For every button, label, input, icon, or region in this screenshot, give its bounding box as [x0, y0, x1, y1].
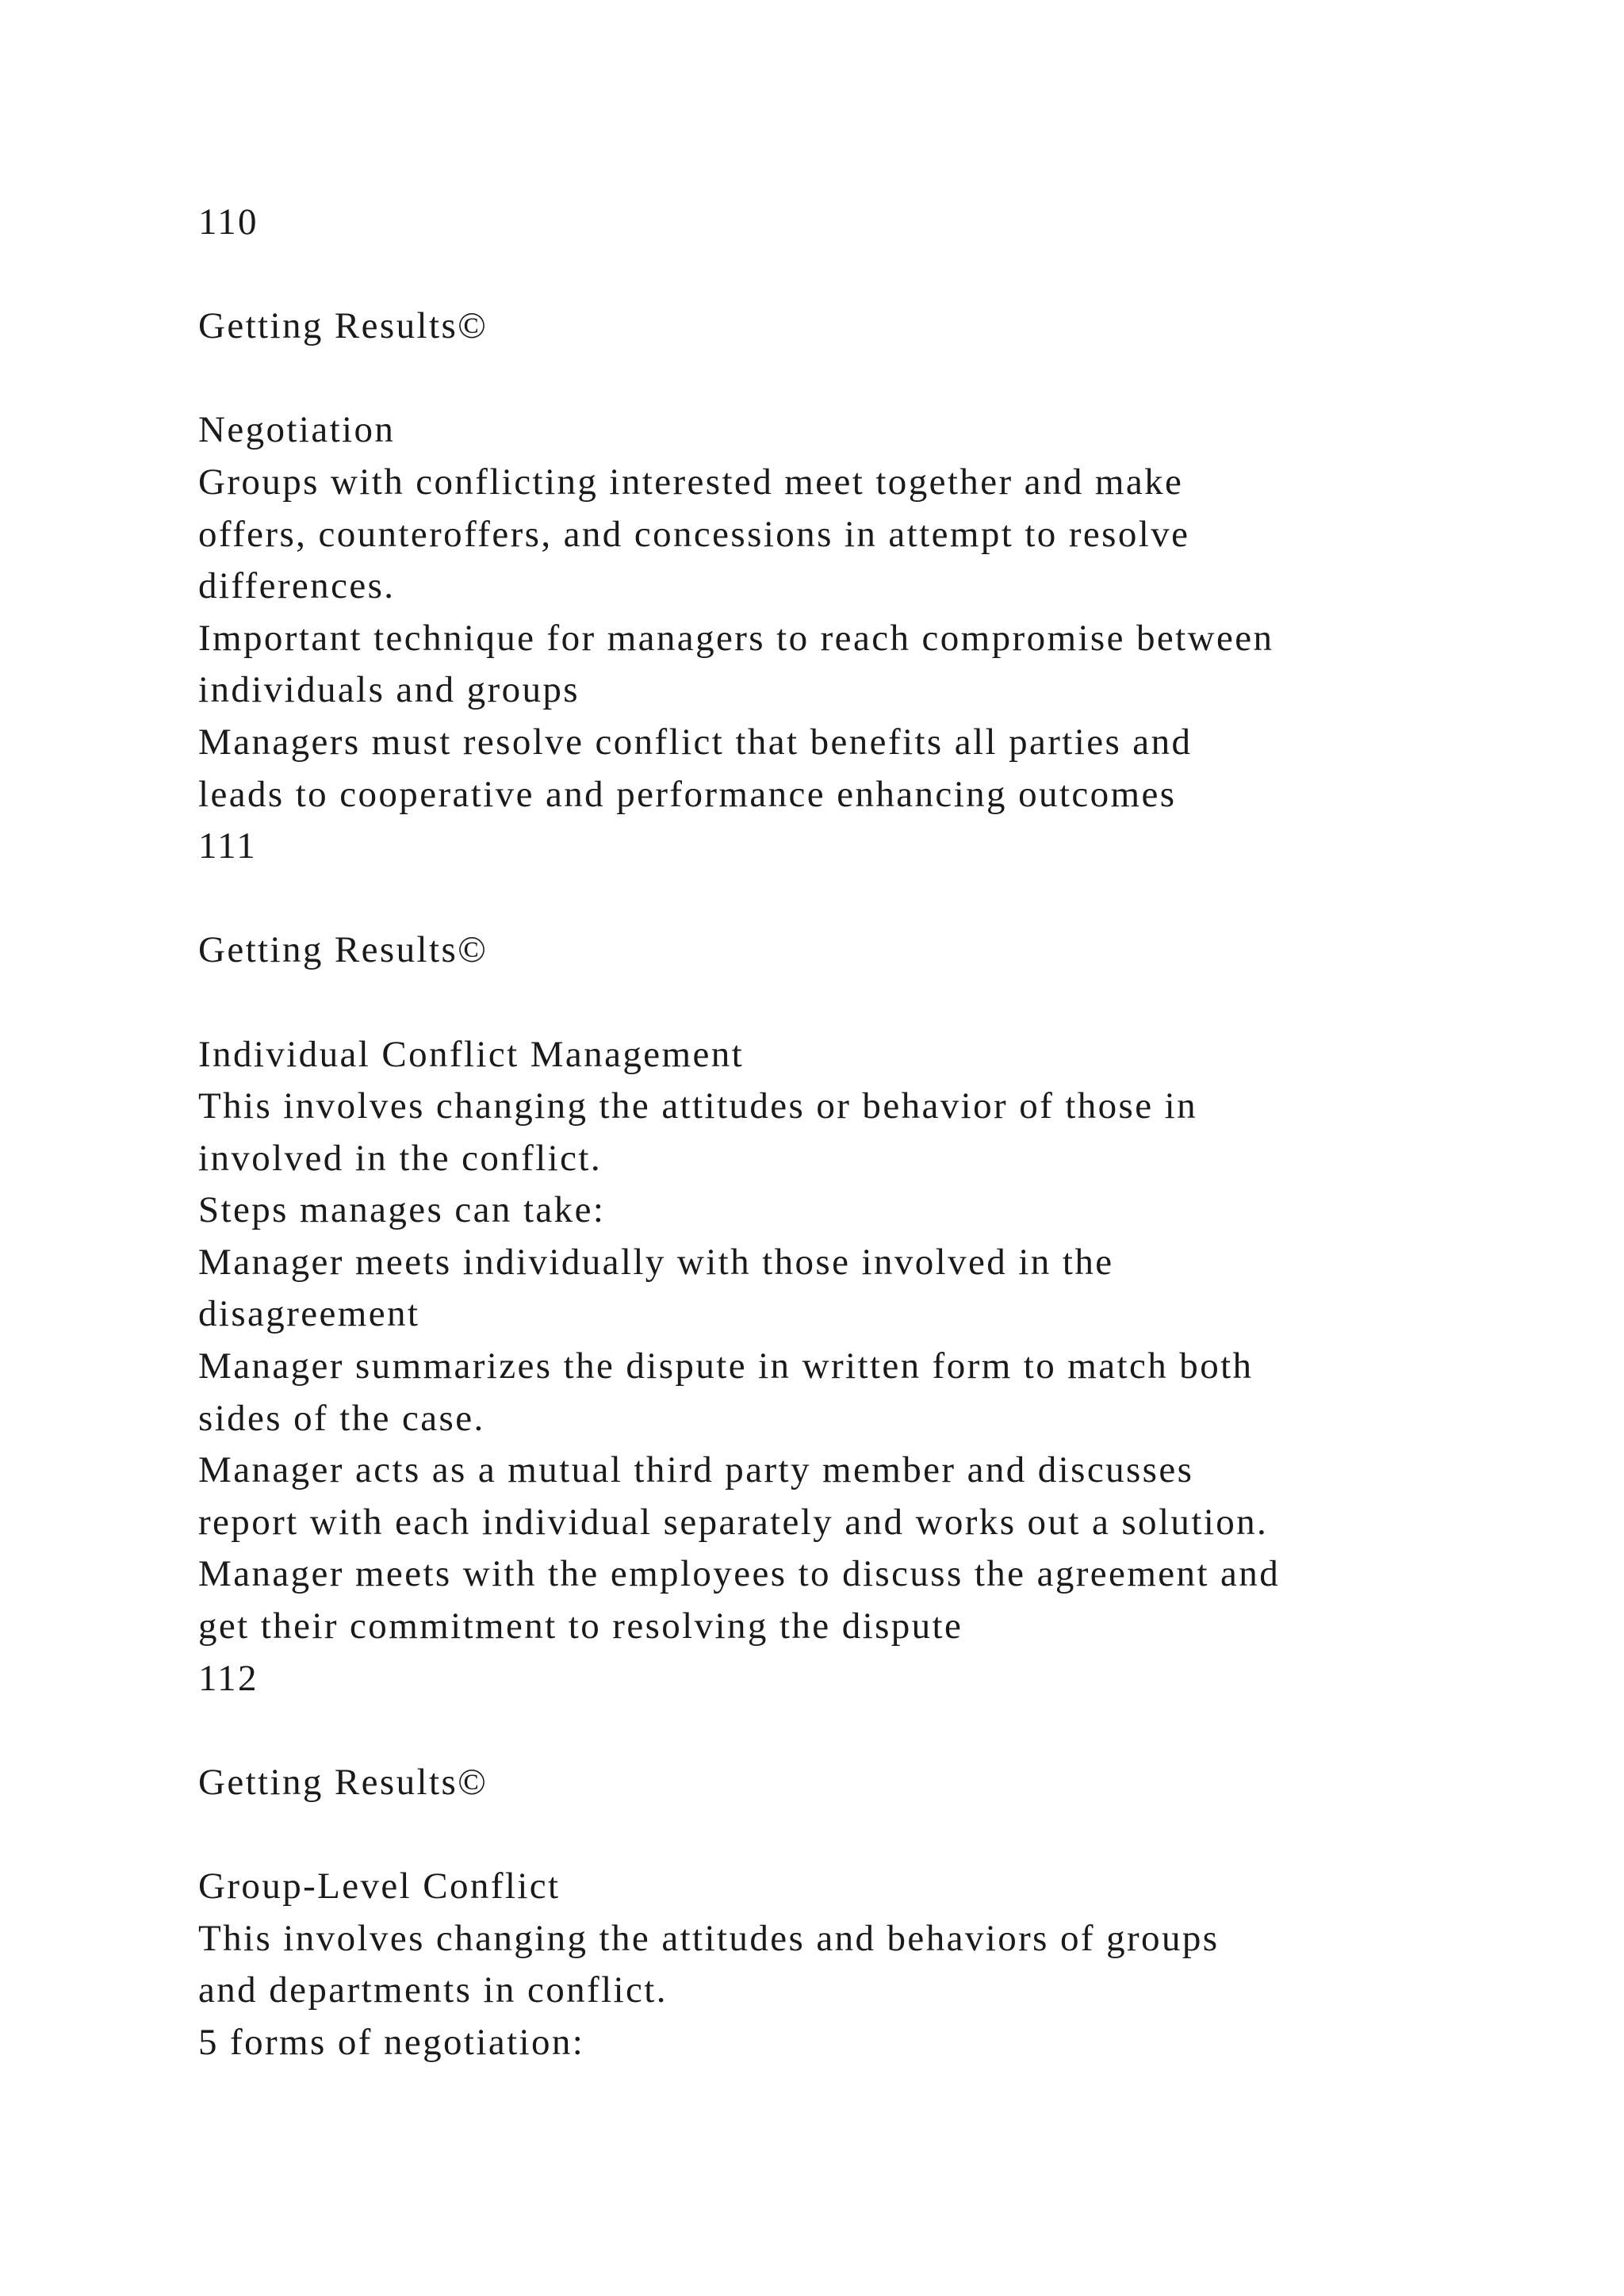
- page-number: 112: [198, 1657, 259, 1699]
- text-line: Manager meets with the employees to discuss the agreement and: [198, 1553, 1281, 1595]
- blank-line: [198, 353, 1546, 405]
- blank-line: [198, 1705, 1546, 1757]
- text-line: Managers must resolve conflict that benefits all parties and: [198, 721, 1193, 763]
- text-line: Manager summarizes the dispute in written form to match both: [198, 1345, 1254, 1387]
- blank-line: [198, 1808, 1546, 1861]
- section-title: Group-Level Conflict: [198, 1866, 561, 1907]
- text-line: differences.: [198, 565, 396, 607]
- text-line: This involves changing the attitudes or behavior of those in: [198, 1085, 1198, 1127]
- text-line: 5 forms of negotiation:: [198, 2021, 585, 2063]
- slide-header: Getting Results©: [198, 929, 488, 971]
- text-line: report with each individual separately and works out a solution.: [198, 1501, 1269, 1543]
- slide-header: Getting Results©: [198, 1761, 488, 1803]
- text-line: Important technique for managers to reach compromise between: [198, 617, 1274, 659]
- text-line: Groups with conflicting interested meet together and make: [198, 461, 1184, 503]
- text-line: get their commitment to resolving the dispute: [198, 1605, 963, 1647]
- text-line: sides of the case.: [198, 1397, 485, 1439]
- text-line: and departments in conflict.: [198, 1969, 668, 2011]
- page-number: 110: [198, 201, 259, 243]
- text-line: offers, counteroffers, and concessions in attempt to resolve: [198, 513, 1190, 555]
- text-line: leads to cooperative and performance enhancing outcomes: [198, 773, 1177, 815]
- section-title: Individual Conflict Management: [198, 1033, 745, 1075]
- text-line: Steps manages can take:: [198, 1189, 606, 1231]
- text-line: Manager meets individually with those involved in the: [198, 1241, 1114, 1283]
- blank-line: [198, 873, 1546, 925]
- text-line: individuals and groups: [198, 669, 580, 711]
- text-line: disagreement: [198, 1293, 420, 1335]
- slide-header: Getting Results©: [198, 305, 488, 347]
- section-title: Negotiation: [198, 409, 396, 451]
- text-line: This involves changing the attitudes and behaviors of groups: [198, 1917, 1220, 1959]
- page-number: 111: [198, 825, 258, 867]
- blank-line: [198, 977, 1546, 1029]
- blank-line: [198, 249, 1546, 301]
- document-body: [198, 197, 1546, 2068]
- text-line: involved in the conflict.: [198, 1137, 603, 1179]
- text-line: Manager acts as a mutual third party member and discusses: [198, 1449, 1194, 1491]
